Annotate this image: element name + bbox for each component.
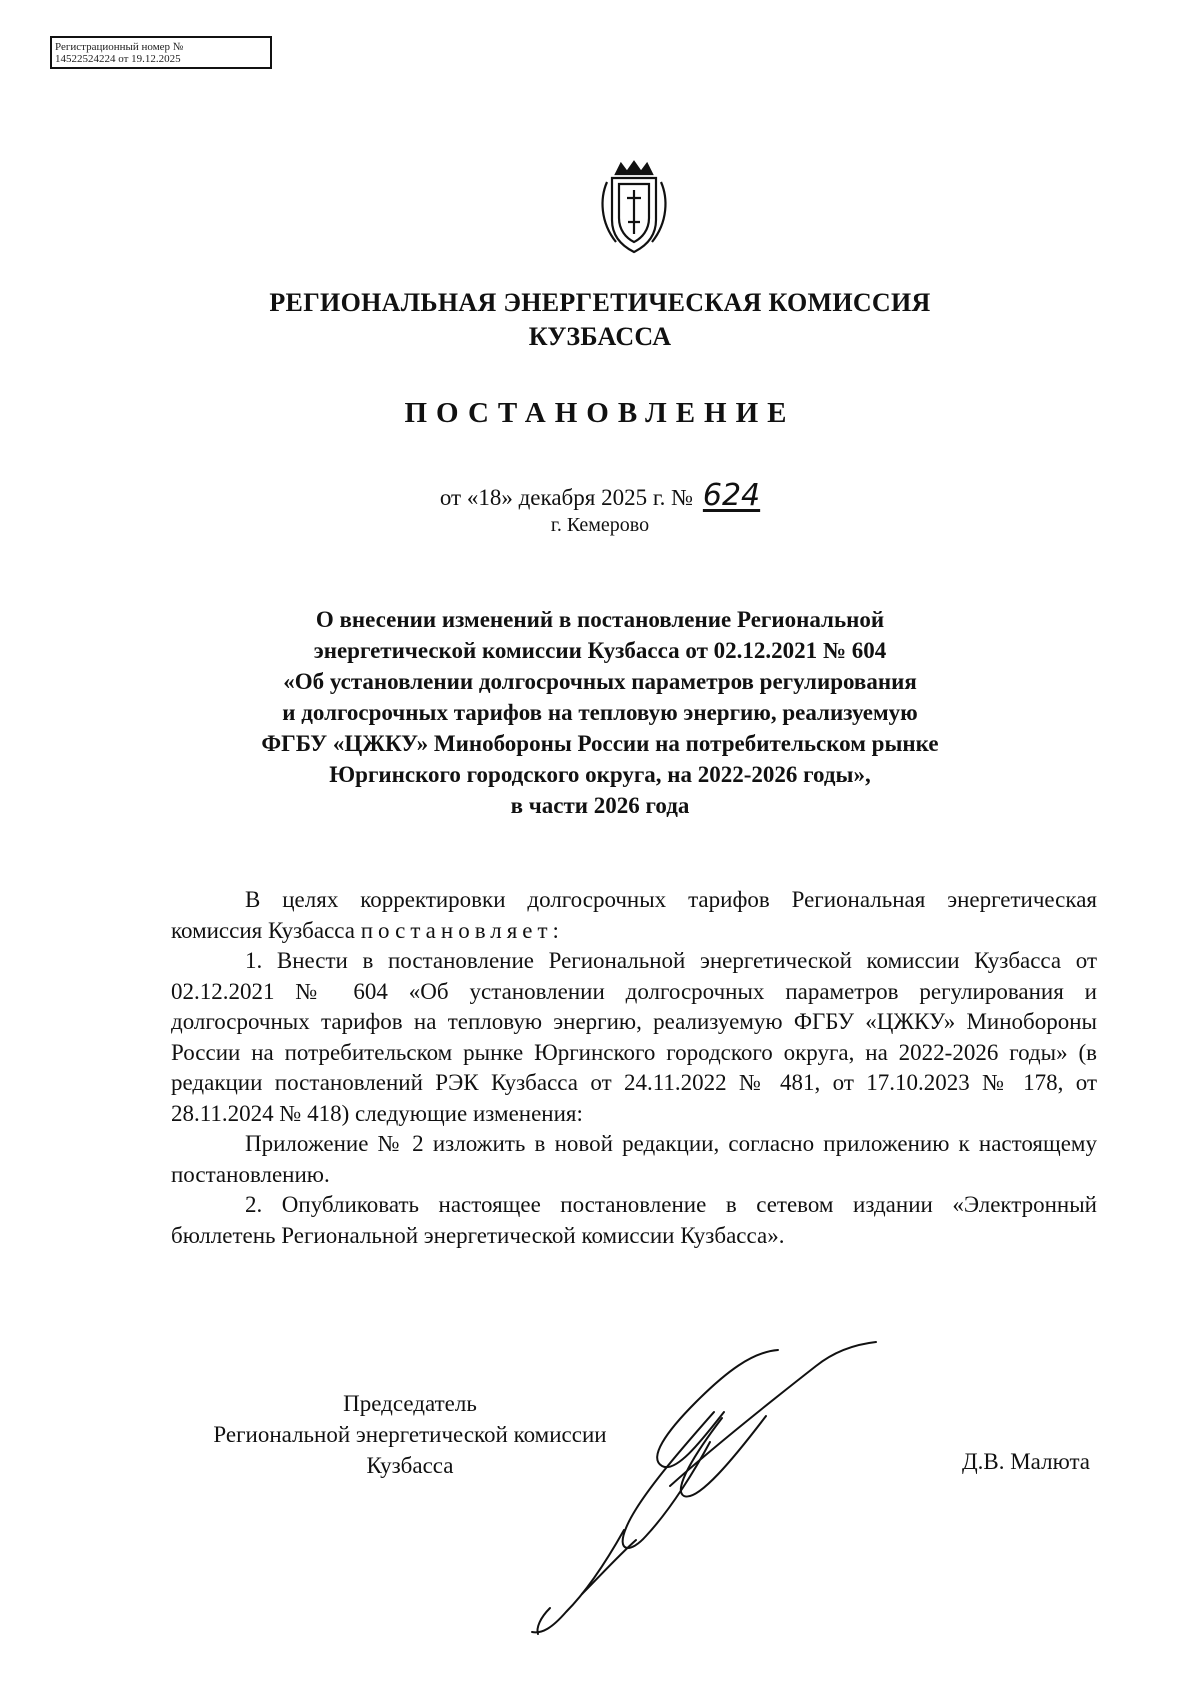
signatory-name: Д.В. Малюта — [961, 1449, 1090, 1474]
coat-of-arms-icon — [594, 160, 674, 256]
body-item-1-sub: Приложение № 2 изложить в новой редакции, согласно приложению к настоящему постановлению. — [171, 1131, 1097, 1187]
signatory-title-line-1: Председатель — [343, 1391, 477, 1416]
decree-body — [171, 885, 1097, 1251]
registration-line-2: 14522524224 от 19.12.2025 — [55, 53, 181, 65]
subject-line-7: в части 2026 года — [510, 793, 690, 818]
document-title: ПОСТАНОВЛЕНИЕ — [404, 397, 796, 429]
decree-date-line — [0, 478, 1200, 513]
signatory-title-line-3: Кузбасса — [366, 1453, 454, 1478]
intro-text: В целях корректировки долгосрочных тарифов Региональная энергетическая комиссия Кузбасса — [171, 887, 1097, 943]
body-intro — [171, 885, 1097, 946]
subject-line-3: «Об установлении долгосрочных параметров регулирования — [283, 669, 917, 694]
organization-line-1: РЕГИОНАЛЬНАЯ ЭНЕРГЕТИЧЕСКАЯ КОМИССИЯ — [269, 288, 931, 317]
signatory-title-line-2: Региональной энергетической комиссии — [213, 1422, 607, 1447]
intro-verb: постановляет: — [360, 917, 564, 943]
organization-line-2: КУЗБАССА — [528, 322, 672, 351]
decree-city: г. Кемерово — [550, 514, 650, 536]
body-item-1: 1. Внести в постановление Региональной энергетической комиссии Кузбасса от 02.12.2021 № 604 «Об установлении долгосрочных параметров регулирования и долгосрочных тарифов на тепловую энергию, реализуемую ФГБУ «ЦЖКУ» Минобороны России на потребительском рынке Юргинского городского округа, на 2022-2026 годы» (в редакции постановлений РЭК Кузбасса от 24.11.2022 № 481, от 17.10.2023 № 178, от 28.11.2024 № 418) следующие изменения: — [171, 948, 1097, 1126]
subject-line-4: и долгосрочных тарифов на тепловую энергию, реализуемую — [282, 700, 918, 725]
decree-date: от «18» декабря 2025 г. № — [439, 485, 694, 510]
subject-line-6: Юргинского городского округа, на 2022-2026 годы», — [329, 762, 871, 787]
subject-line-2: энергетической комиссии Кузбасса от 02.12.2021 № 604 — [313, 638, 887, 663]
organization-name — [0, 286, 1200, 354]
decree-subject — [0, 604, 1200, 821]
subject-line-1: О внесении изменений в постановление Региональной — [315, 607, 885, 632]
body-item-2: 2. Опубликовать настоящее постановление в сетевом издании «Электронный бюллетень Региональной энергетической комиссии Кузбасса». — [171, 1192, 1097, 1248]
handwritten-signature — [520, 1340, 990, 1640]
registration-line-1: Регистрационный номер № — [55, 41, 184, 53]
decree-number: 624 — [702, 478, 761, 513]
registration-stamp — [50, 36, 272, 69]
subject-line-5: ФГБУ «ЦЖКУ» Минобороны России на потребительском рынке — [261, 731, 939, 756]
